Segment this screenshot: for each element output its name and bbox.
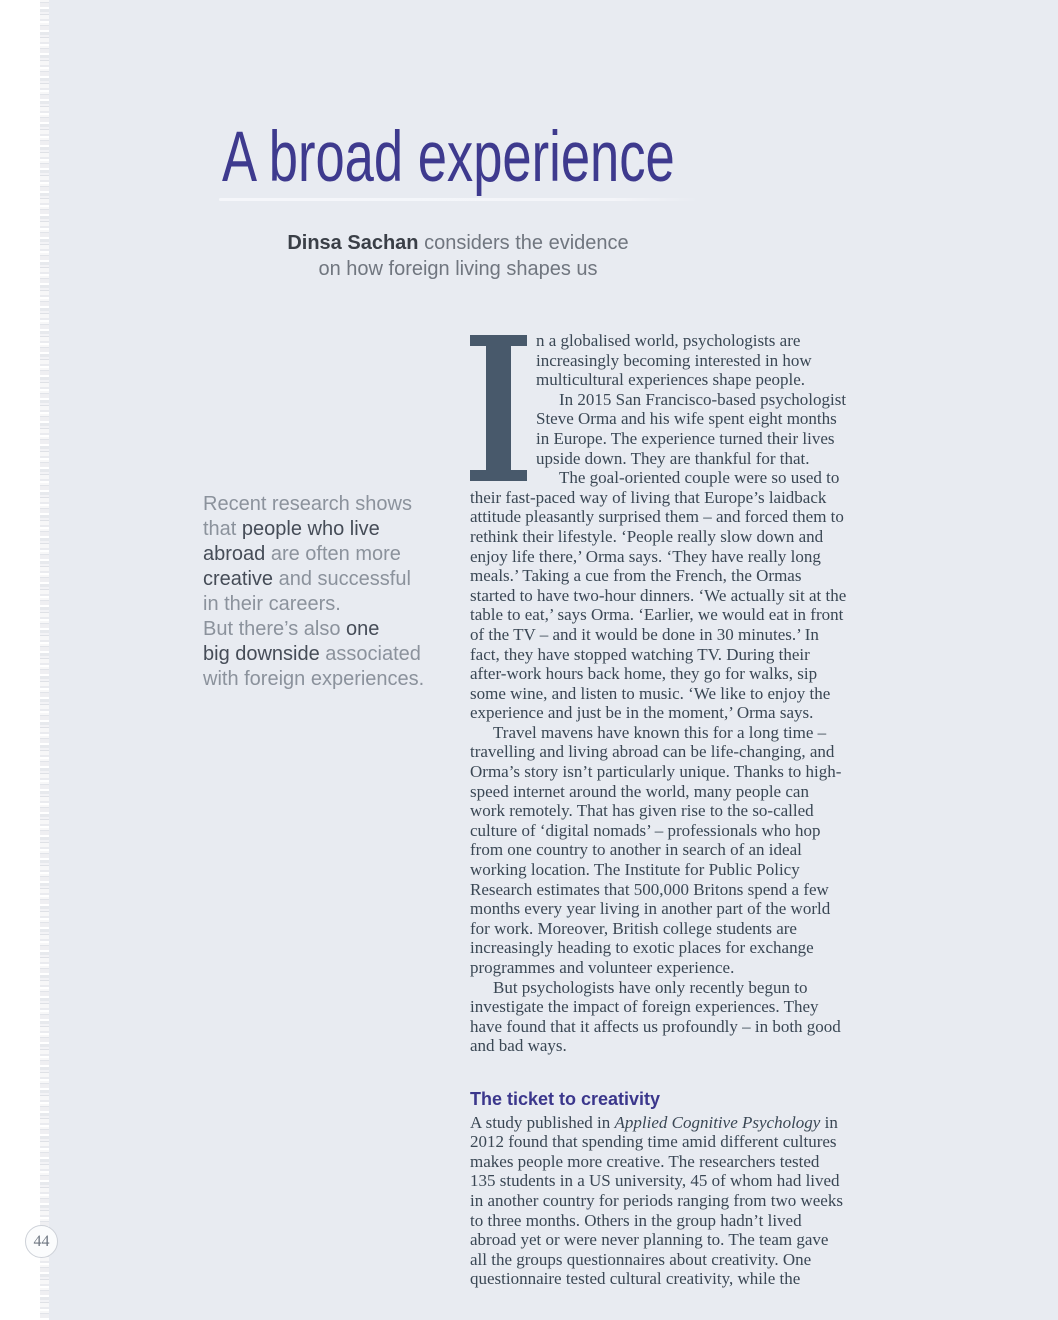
body-paragraph: The goal-oriented couple were so used to their fast-paced way of living that Europe’s laidback attitude pleasantly surprised them – and forced them to rethink their lifestyle. ‘People really slow down and enjoy life there,’ Orma says. ‘They have really long meals.’ Taking a cue from the French, the Ormas started to have two-hour dinners. ‘We actually sit at the table to eat,’ says Orma. ‘Earlier, we would eat in front of the TV – and it would be done in 30 minutes.’ In fact, they have stopped watching TV. During their after-work hours back home, they go for walks, sip some wine, and listen to music. ‘We like to enjoy the experience and just be in the moment,’ Orma says. — [470, 468, 847, 723]
article-title: A broad experience — [222, 118, 675, 197]
byline-text-line2: on how foreign living shapes us — [318, 258, 598, 280]
page-number: 44 — [33, 1232, 50, 1250]
pull-quote-line: in their careers. — [203, 593, 341, 615]
binding-edge-texture — [40, 0, 49, 1320]
drop-cap — [470, 335, 527, 481]
byline-text-line1: considers the evidence — [418, 232, 629, 254]
byline — [240, 230, 676, 282]
body-paragraph: In 2015 San Francisco-based psychologist Steve Orma and his wife spent eight months in Europe. The experience turned their lives upside down. They are thankful for that. — [536, 389, 847, 468]
section-heading: The ticket to creativity — [470, 1088, 661, 1109]
title-divider — [219, 198, 698, 201]
body-paragraph: n a globalised world, psychologists are increasingly becoming interested in how multicultural experiences shape people. — [470, 331, 848, 390]
pull-quote-line: But there’s also one — [203, 618, 380, 640]
pull-quote-line: that people who live — [203, 518, 380, 540]
body-paragraph: But psychologists have only recently begun to investigate the impact of foreign experiences. They have found that it affects us profoundly – in both good and bad ways. — [470, 977, 841, 1056]
body-paragraph: Travel mavens have known this for a long time – travelling and living abroad can be life-changing, and Orma’s story isn’t particularly unique. Thanks to high-speed internet around the world, many people can work remotely. That has given rise to the so-called culture of ‘digital nomads’ – professionals who hop from one country to another in search of an ideal working location. The Institute for Public Policy Research estimates that 500,000 Britons spend a few months every year living in another part of the world for work. Moreover, British college students are increasingly heading to exotic places for exchange programmes and volunteer experience. — [470, 722, 842, 977]
pull-quote-line: with foreign experiences. — [203, 668, 425, 690]
pull-quote-line: abroad are often more — [203, 543, 401, 565]
article-body — [470, 331, 848, 1289]
byline-author: Dinsa Sachan — [287, 232, 419, 254]
page-number-badge — [25, 1225, 58, 1258]
pull-quote-line: Recent research shows — [203, 493, 412, 515]
pull-quote-line: creative and successful — [203, 568, 411, 590]
body-paragraph: A study published in Applied Cognitive Psychology in 2012 found that spending time amid different cultures makes people more creative. The researchers tested 135 students in a US university, 45 of whom had lived in another country for periods ranging from two weeks to three months. Others in the group hadn’t lived abroad yet or were never planning to. The team gave all the groups questionnaires about creativity. One questionnaire tested cultural creativity, while the — [470, 1112, 843, 1289]
pull-quote-line: big downside associated — [203, 643, 421, 665]
pull-quote — [203, 492, 463, 692]
